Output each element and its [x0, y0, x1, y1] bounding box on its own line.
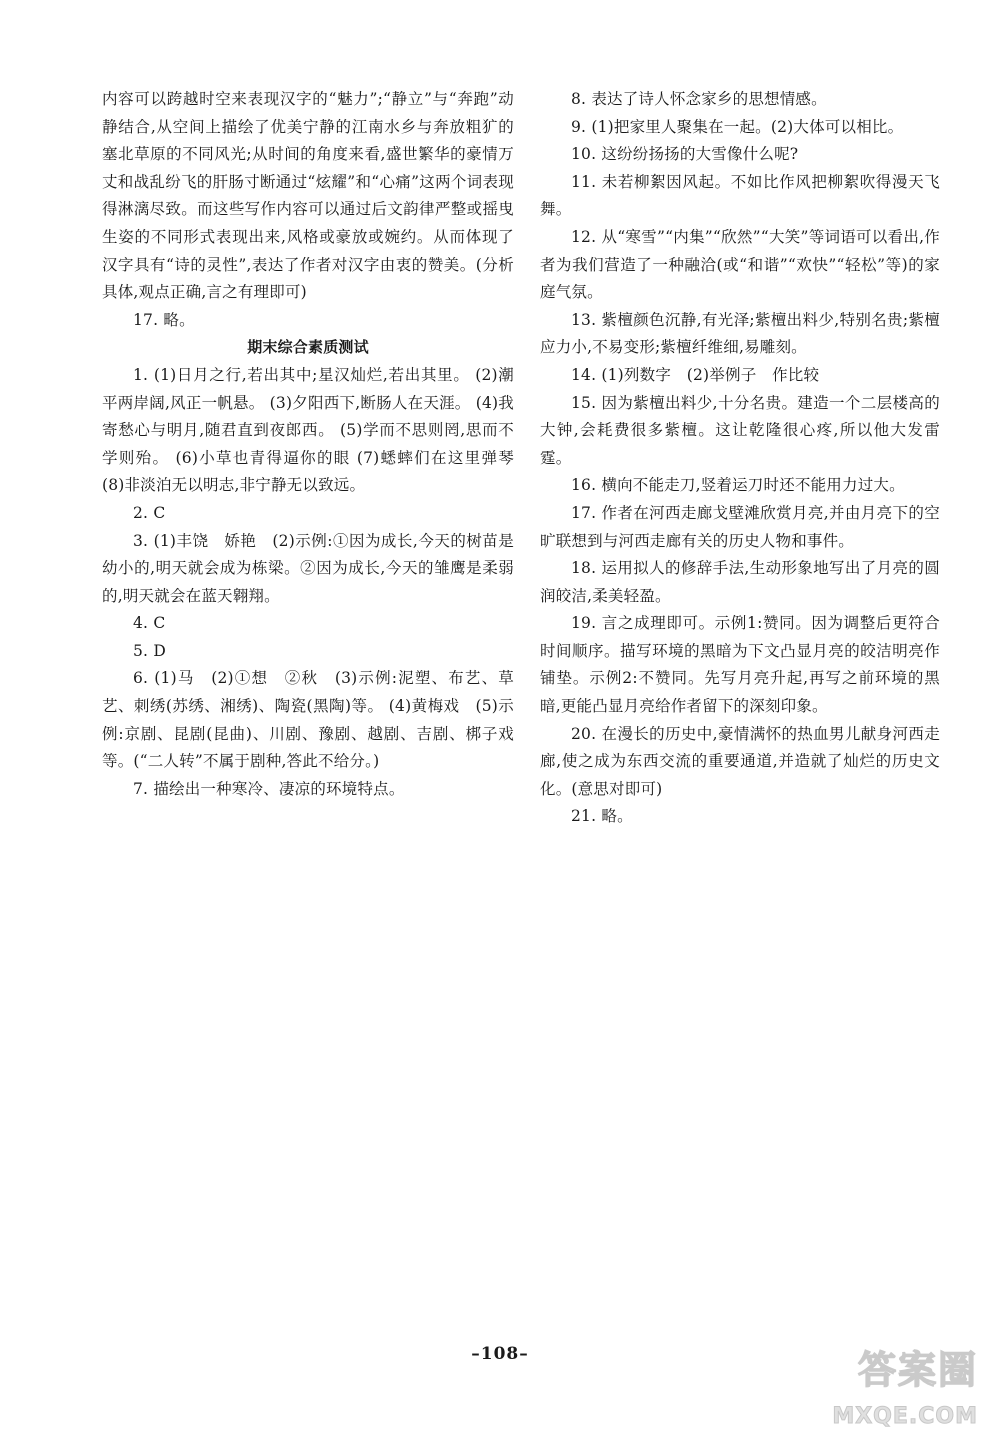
answer-item: 5. D: [133, 641, 166, 660]
answer-item: 18. 运用拟人的修辞手法,生动形象地写出了月亮的圆润皎洁,柔美轻盈。: [540, 559, 940, 605]
answer-item: 19. 言之成理即可。示例1:赞同。因为调整后更符合时间顺序。描写环境的黑暗为下文凸显月亮的皎洁明亮作铺垫。示例2:不赞同。先写月亮升起,再写之前环境的黑暗,更能凸显月亮给作者留下的深刻印象。: [540, 614, 940, 716]
answer-item: 1. (1)日月之行,若出其中;星汉灿烂,若出其里。 (2)潮平两岸阔,风正一帆悬。 (3)夕阳西下,断肠人在天涯。 (4)我寄愁心与明月,随君直到夜郎西。 (5)学而不思则罔,思而不学则殆。 (6)小草也青得逼你的眼 (7)蟋蟀们在这里弹琴 (8)非淡泊无以明志,非宁静无以致远。: [102, 365, 514, 495]
answer-item: 12. 从“寒雪”“内集”“欣然”“大笑”等词语可以看出,作者为我们营造了一种融洽(或“和谐”“欢快”“轻松”等)的家庭气氛。: [540, 227, 940, 302]
answer-item-17: 17. 略。: [133, 310, 195, 329]
answer-item: 3. (1)丰饶 娇艳 (2)示例:①因为成长,今天的树苗是幼小的,明天就会成为栋梁。②因为成长,今天的雏鹰是柔弱的,明天就会在蓝天翱翔。: [102, 531, 514, 605]
answer-item: 11. 未若柳絮因风起。不如比作风把柳絮吹得漫天飞舞。: [540, 172, 940, 219]
answer-item: 16. 横向不能走刀,竖着运刀时还不能用力过大。: [571, 476, 905, 495]
continuation-paragraph: 内容可以跨越时空来表现汉字的“魅力”;“静立”与“奔跑”动静结合,从空间上描绘了优美宁静的江南水乡与奔放粗犷的塞北草原的不同风光;从时间的角度来看,盛世繁华的豪情万丈和战乱纷飞的肝肠寸断通过“炫耀”和“心痛”这两个词表现得淋漓尽致。而这些写作内容可以通过后文韵律严整或摇曳生姿的不同形式表现出来,风格或豪放或婉约。从而体现了汉字具有“诗的灵性”,表达了作者对汉字由衷的赞美。(分析具体,观点正确,言之有理即可): [102, 90, 514, 302]
watermark-url: MXQE.COM: [832, 1404, 978, 1429]
answer-item: 13. 紫檀颜色沉静,有光泽;紫檀出料少,特别名贵;紫檀应力小,不易变形;紫檀纤维细,易雕刻。: [540, 310, 940, 357]
left-column: [102, 86, 514, 803]
section-title: 期末综合素质测试: [247, 338, 369, 357]
answer-item: 8. 表达了诗人怀念家乡的思想情感。: [571, 90, 827, 108]
watermark-title: 答案圈: [857, 1348, 978, 1392]
answer-item: 4. C: [133, 614, 166, 633]
answer-item: 2. C: [133, 503, 166, 522]
answer-item: 17. 作者在河西走廊戈壁滩欣赏月亮,并由月亮下的空旷联想到与河西走廊有关的历史人物和事件。: [540, 503, 940, 550]
answer-item: 15. 因为紫檀出料少,十分名贵。建造一个二层楼高的大钟,会耗费很多紫檀。这让乾隆很心疼,所以他大发雷霆。: [540, 393, 940, 467]
answer-item: 14. (1)列数字 (2)举例子 作比较: [571, 365, 820, 384]
answer-item: 9. (1)把家里人聚集在一起。(2)大体可以相比。: [571, 117, 904, 136]
answer-item: 10. 这纷纷扬扬的大雪像什么呢?: [571, 145, 799, 164]
answer-item: 20. 在漫长的历史中,豪情满怀的热血男儿献身河西走廊,使之成为东西交流的重要通道,并造就了灿烂的历史文化。(意思对即可): [540, 724, 940, 798]
watermark-logo: [828, 1339, 978, 1429]
right-column: [540, 86, 940, 831]
page-number: –108–: [471, 1344, 529, 1364]
answer-item: 6. (1)马 (2)①想 ②秋 (3)示例:泥塑、布艺、草艺、刺绣(苏绣、湘绣)、陶瓷(黑陶)等。 (4)黄梅戏 (5)示例:京剧、昆剧(昆曲)、川剧、豫剧、越剧、吉剧、梆子戏等。(“二人转”不属于剧种,答此不给分。): [102, 669, 514, 771]
answer-item: 21. 略。: [571, 807, 633, 826]
answer-item: 7. 描绘出一种寒冷、凄凉的环境特点。: [133, 779, 405, 798]
